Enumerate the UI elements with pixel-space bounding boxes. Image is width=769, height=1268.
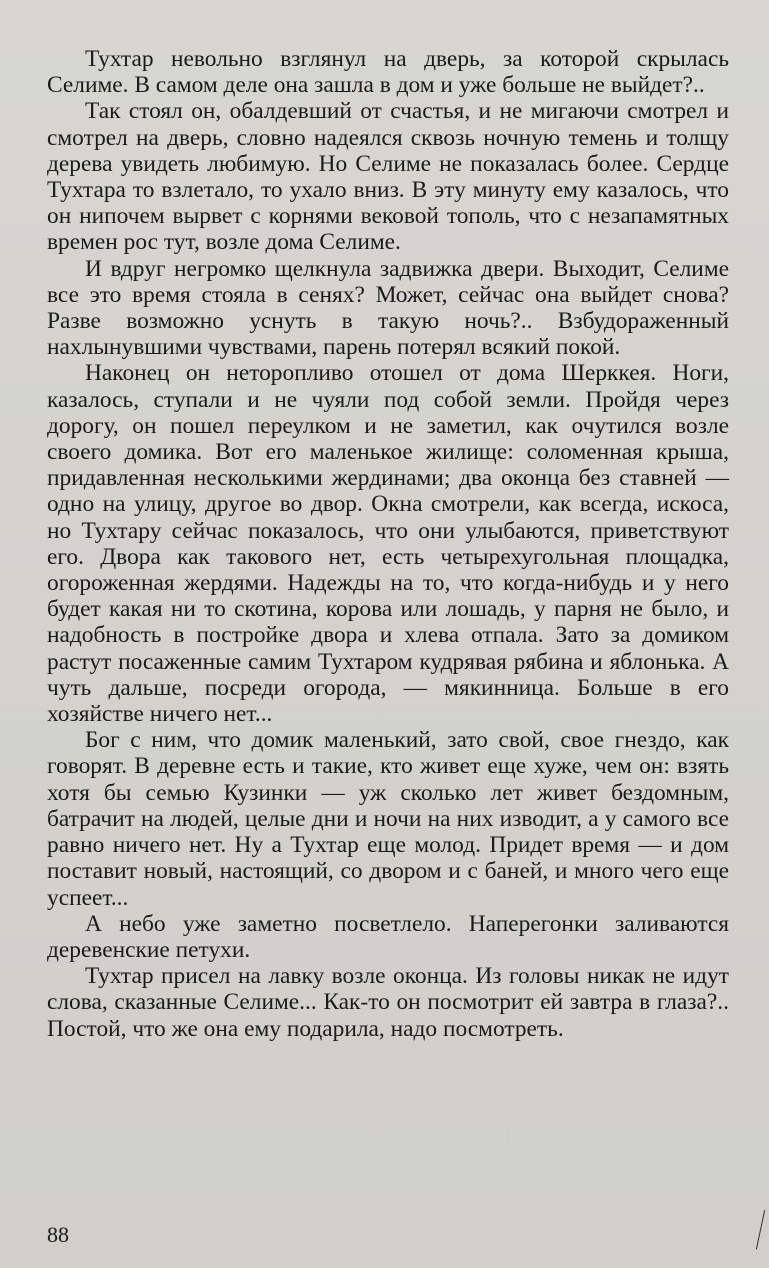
paragraph-5: Бог с ним, что домик маленький, зато свой, свое гнездо, как говорят. В деревне есть и такие, кто живет еще хуже, чем он: взять хотя бы семью Кузинки — уж сколько лет живет бездомным, батрачит на людей, целые дни и ночи на них изводит, а у самого все равно ничего нет. Ну а Тухтар еще молод. Придет время — и дом поставит новый, настоящий, со двором и с баней, и много чего еще успеет...: [47, 727, 729, 911]
paragraph-1: Тухтар невольно взглянул на дверь, за которой скрылась Селиме. В самом деле она зашла в дом и уже больше не выйдет?..: [47, 46, 729, 99]
page-body: [47, 46, 729, 1042]
paragraph-2: Так стоял он, обалдевший от счастья, и не мигаючи смотрел и смотрел на дверь, словно надеялся сквозь ночную темень и толщу дерева увидеть любимую. Но Селиме не показалась более. Сердце Тухтара то взлетало, то ухало вниз. В эту минуту ему казалось, что он нипочем вырвет с корнями вековой тополь, что с незапамятных времен рос тут, возле дома Селиме.: [47, 98, 729, 256]
paragraph-7: Тухтар присел на лавку возле оконца. Из головы никак не идут слова, сказанные Селиме... Как-то он посмотрит ей завтра в глаза?.. Постой, что же она ему подарила, надо посмотреть.: [47, 963, 729, 1042]
paragraph-6: А небо уже заметно посветлело. Наперегонки заливаются деревенские петухи.: [47, 910, 729, 963]
page-edge-mark: [756, 1210, 767, 1250]
paragraph-3: И вдруг негромко щелкнула задвижка двери. Выходит, Селиме все это время стояла в сенях? Может, сейчас она выйдет снова? Разве возможно уснуть в такую ночь?.. Взбудораженный нахлынувшими чувствами, парень потерял всякий покой.: [47, 255, 729, 361]
page-number: 88: [47, 1222, 69, 1247]
paragraph-4: Наконец он неторопливо отошел от дома Шерккея. Ноги, казалось, ступали и не чуяли под собой земли. Пройдя через дорогу, он пошел переулком и не заметил, как очутился возле своего домика. Вот его маленькое жилище: соломенная крыша, придавленная несколькими жердинами; два оконца без ставней — одно на улицу, другое во двор. Окна смотрели, как всегда, искоса, но Тухтару сейчас показалось, что они улыбаются, приветствуют его. Двора как такового нет, есть четырехугольная площадка, огороженная жердями. Надежды на то, что когда-нибудь и у него будет какая ни то скотина, корова или лошадь, у парня не было, и надобность в постройке двора и хлева отпала. Зато за домиком растут посаженные самим Тухтаром кудрявая рябина и яблонька. А чуть дальше, посреди огорода, — мякинница. Больше в его хозяйстве ничего нет...: [47, 360, 729, 728]
